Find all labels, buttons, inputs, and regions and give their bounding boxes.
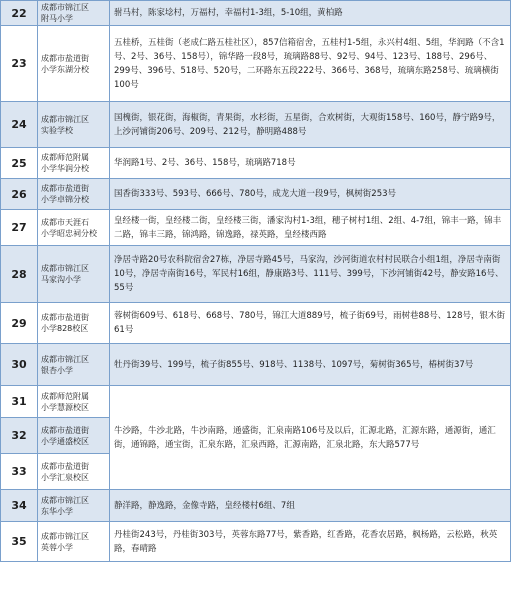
- table-row: [1, 148, 511, 179]
- enrollment-area: 净居寺路20号农科院宿舍27栋，净居寺路45号，马家沟，沙河街道农村村民联合小组1组，净居寺南街10号，净居寺南街16号，军民村16组，静康路3号、111号、399号，下沙河铺街42号，静安路16号、55号: [110, 246, 511, 303]
- table-row: [1, 179, 511, 210]
- enrollment-area: 皇经楼一街，皇经楼二街，皇经楼三街，潘家沟村1-3组，穗子树村1组、2组、4-7组，锦丰一路，锦丰二路，锦丰三路，锦鸿路，锦逸路，禄英路，皇经楼西路: [110, 210, 511, 246]
- school-name: 成都市盐道街 小学卓锦分校: [38, 179, 110, 210]
- enrollment-area: 国香街333号、593号、666号、780号，成龙大道一段9号，枫树街253号: [110, 179, 511, 210]
- row-number: 28: [1, 246, 38, 303]
- school-name: 成都市锦江区 英蓉小学: [38, 522, 110, 562]
- school-name: 成都师范附属 小学慧源校区: [38, 386, 110, 418]
- enrollment-area: 五桂桥，五桂街（老成仁路五桂社区），857信箱宿舍，五桂村1-5组，永兴村4组、5组，华润路（不含1号、2号、36号、158号），锦华路一段8号，琉璃路88号、92号、94号、123号、188号、296号、299号、396号、518号、520号，二环路东五段222号、366号、368号，琉璃东路258号、琉璃横街100号: [110, 26, 511, 102]
- row-number: 27: [1, 210, 38, 246]
- enrollment-area: 丹桂街243号，丹桂街303号，英蓉东路77号，紫香路，红香路，花香农居路，枫杨路，云松路，秋英路，春晴路: [110, 522, 511, 562]
- school-name: 成都市锦江区 实验学校: [38, 102, 110, 148]
- school-name: 成都市锦江区 附马小学: [38, 1, 110, 26]
- school-name: 成都市锦江区 东华小学: [38, 490, 110, 522]
- row-number: 32: [1, 418, 38, 454]
- enrollment-area: 牛沙路，牛沙北路，牛沙南路，通盛街，汇泉南路106号及以后，汇源北路，汇源东路，通源街，通汇街，通锦路，通宝街，汇泉东路，汇泉西路，汇源南路，汇泉北路，东大路577号: [110, 386, 511, 490]
- school-name: 成都市盐道街 小学汇泉校区: [38, 454, 110, 490]
- row-number: 33: [1, 454, 38, 490]
- enrollment-area: 牡丹街39号、199号，梳子街855号、918号、1138号、1097号，菊树街365号，椿树街37号: [110, 344, 511, 386]
- table-row: [1, 490, 511, 522]
- table-row: [1, 102, 511, 148]
- row-number: 24: [1, 102, 38, 148]
- school-name: 成都市盐道街 小学828校区: [38, 303, 110, 344]
- school-name: 成都市盐道街 小学东湖分校: [38, 26, 110, 102]
- row-number: 35: [1, 522, 38, 562]
- table-row: [1, 26, 511, 102]
- table-row: [1, 210, 511, 246]
- enrollment-area: 驸马村，陈家埝村，万福村，幸福村1-3组，5-10组，黄柏路: [110, 1, 511, 26]
- table-row: [1, 344, 511, 386]
- school-name: 成都市锦江区 银杏小学: [38, 344, 110, 386]
- row-number: 22: [1, 1, 38, 26]
- row-number: 29: [1, 303, 38, 344]
- row-number: 34: [1, 490, 38, 522]
- table-row: [1, 386, 511, 418]
- table-row: [1, 246, 511, 303]
- school-name: 成都市锦江区 马家沟小学: [38, 246, 110, 303]
- school-name: 成都师范附属 小学华润分校: [38, 148, 110, 179]
- row-number: 23: [1, 26, 38, 102]
- enrollment-area: 华润路1号、2号、36号、158号，琉璃路718号: [110, 148, 511, 179]
- school-name: 成都市盐道街 小学通盛校区: [38, 418, 110, 454]
- enrollment-area: 国槐街，银花街，海椒街，青果街，水杉街，五星街，合欢树街，大观街158号、160号，静宁路9号，上沙河铺街206号、209号、212号，静明路488号: [110, 102, 511, 148]
- table-row: [1, 1, 511, 26]
- row-number: 31: [1, 386, 38, 418]
- row-number: 30: [1, 344, 38, 386]
- row-number: 26: [1, 179, 38, 210]
- table-row: [1, 522, 511, 562]
- school-name: 成都市天涯石 小学昭忠祠分校: [38, 210, 110, 246]
- enrollment-area: 蓉树街609号、618号、668号、780号，锦江大道889号，梳子街69号，雨树巷88号、128号，银木街61号: [110, 303, 511, 344]
- table-row: [1, 303, 511, 344]
- enrollment-area: 静洋路，静逸路，金像寺路，皇经楼村6组、7组: [110, 490, 511, 522]
- row-number: 25: [1, 148, 38, 179]
